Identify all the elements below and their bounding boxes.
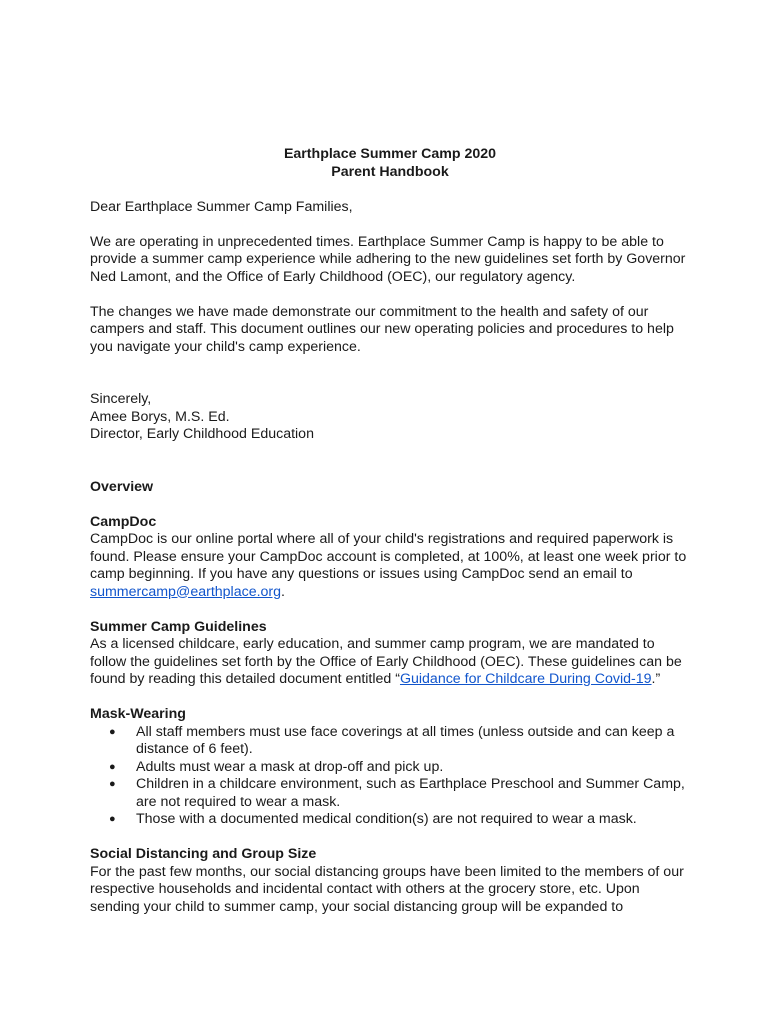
letter-closing: Sincerely, <box>90 391 152 407</box>
section-heading-campdoc: CampDoc <box>90 513 157 530</box>
document-subtitle: Parent Handbook <box>331 163 449 180</box>
guidelines-text-end: .” <box>651 671 661 687</box>
section-heading-masks: Mask-Wearing <box>90 706 186 722</box>
guidelines-paragraph <box>90 636 690 689</box>
campdoc-paragraph <box>90 531 690 601</box>
guidance-document-link[interactable]: Guidance for Childcare During Covid-19 <box>399 671 652 687</box>
letter-paragraph-changes: The changes we have made demonstrate our commitment to the health and safety of our campers and staff. This document outlines our new operating policies and procedures to help you navigate your child's camp experience. <box>90 303 674 355</box>
campdoc-text: CampDoc is our online portal where all of your child's registrations and required paperwork is found. Please ensure your CampDoc account is completed, at 100%, at least one week prior to camp beginning. If you have any questions or issues using CampDoc send an email to <box>90 531 687 582</box>
mask-rules-list <box>90 724 690 829</box>
letter-greeting: Dear Earthplace Summer Camp Families, <box>90 198 353 215</box>
section-heading-guidelines: Summer Camp Guidelines <box>90 618 267 635</box>
list-item: ● Those with a documented medical condition(s) are not required to wear a mask. <box>136 811 690 829</box>
campdoc-email-link[interactable]: summercamp@earthplace.org <box>90 583 282 600</box>
section-heading-distancing: Social Distancing and Group Size <box>90 846 317 862</box>
signer-title: Director, Early Childhood Education <box>90 426 314 442</box>
list-item: ● Adults must wear a mask at drop-off and pick up. <box>136 759 690 777</box>
distancing-paragraph: For the past few months, our social distancing groups have been limited to the members of our respective households and incidental contact with others at the grocery store, etc. Upon sending your child to summer camp, your social distancing group will be expanded to <box>90 863 684 915</box>
letter-paragraph-intro: We are operating in unprecedented times. Earthplace Summer Camp is happy to be able to provide a summer camp experience while adhering to the new guidelines set forth by Governor Ned Lamont, and the Office of Early Childhood (OEC), our regulatory agency. <box>90 233 686 285</box>
list-item: ● All staff members must use face coverings at all times (unless outside and can keep a distance of 6 feet). <box>136 724 690 759</box>
document-page <box>90 146 690 916</box>
section-heading-overview: Overview <box>90 478 154 495</box>
guidelines-text: As a licensed childcare, early education, and summer camp program, we are mandated to follow the guidelines set forth by the Office of Early Childhood (OEC). These guidelines can be found by reading this detailed document entitled “ <box>90 636 682 687</box>
signer-name: Amee Borys, M.S. Ed. <box>90 408 230 425</box>
campdoc-text-end: . <box>281 583 285 600</box>
list-item: ● Children in a childcare environment, such as Earthplace Preschool and Summer Camp, are not required to wear a mask. <box>136 776 690 811</box>
document-title: Earthplace Summer Camp 2020 <box>283 146 497 162</box>
